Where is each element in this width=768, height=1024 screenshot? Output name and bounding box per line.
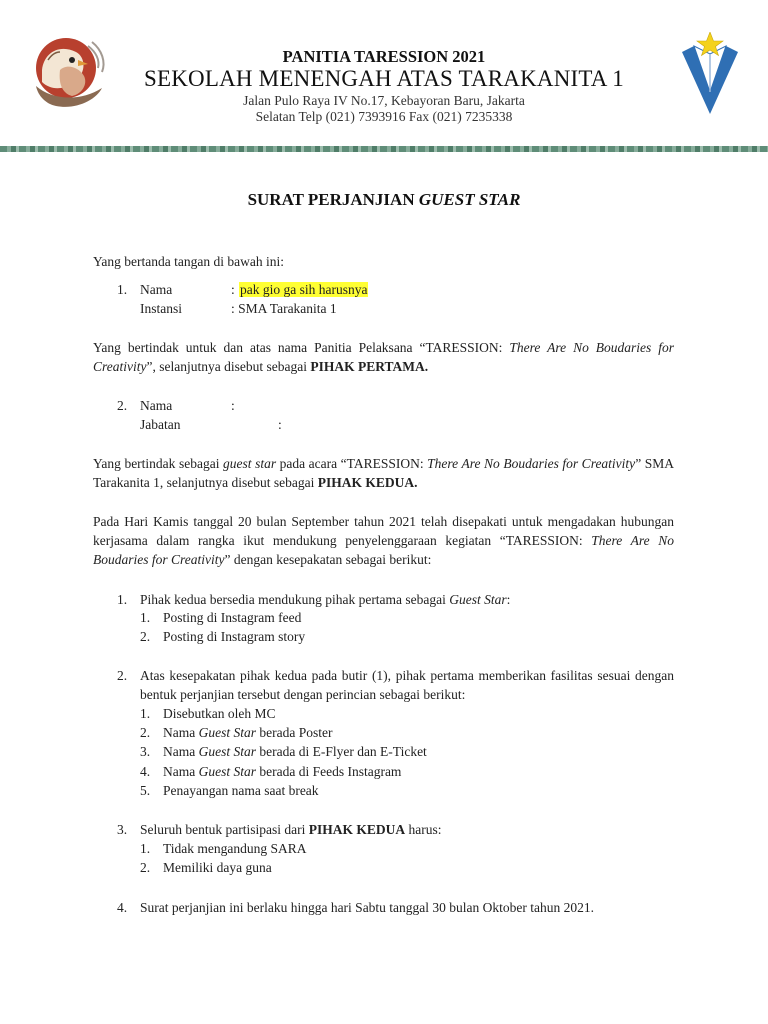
address-line-2: Selatan Telp (021) 7393916 Fax (021) 7235338: [255, 109, 513, 124]
text-run-italic: There Are No Boudaries for Creativity: [93, 340, 675, 374]
clause3-text: [140, 820, 441, 839]
party1-name-label: Nama: [140, 282, 173, 297]
clause2-item-number: 1.: [140, 706, 151, 721]
text-run-italic: Guest Star: [198, 764, 256, 779]
text-run: ” SMA Tarakanita 1, selanjutnya disebut sebagai: [93, 456, 674, 490]
text-run: harus:: [405, 822, 442, 837]
text-run: Disebutkan oleh MC: [163, 706, 276, 721]
text-run-bold: PIHAK PERTAMA.: [310, 359, 429, 374]
text-run: Yang bertindak untuk dan atas nama Panitia Pelaksana “TARESSION:: [93, 340, 510, 355]
text-run: Seluruh bentuk partisipasi dari: [140, 822, 309, 837]
clause2-item: [163, 742, 427, 761]
document-title: [0, 190, 768, 210]
title-italic: GUEST STAR: [418, 190, 521, 209]
clause1-item-number: 2.: [140, 629, 151, 644]
party1-number: 1.: [117, 282, 128, 297]
committee-name: PANITIA TARESSION 2021: [282, 47, 486, 66]
intro-text: Yang bertanda tangan di bawah ini:: [93, 254, 284, 269]
text-run: berada Poster: [255, 725, 333, 740]
party1-name-value: [239, 280, 368, 299]
clause2-item-number: 5.: [140, 783, 151, 798]
text-run-bold: PIHAK KEDUA: [308, 822, 406, 837]
party2-number: 2.: [117, 398, 128, 413]
text-run: pada acara “TARESSION:: [276, 456, 428, 471]
text-run-italic: Guest Star: [198, 725, 256, 740]
party1-institution-label: Instansi: [140, 301, 182, 316]
text-run: Pihak kedua bersedia mendukung pihak pertama sebagai: [140, 592, 450, 607]
clause4-text: Surat perjanjian ini berlaku hingga hari Sabtu tanggal 30 bulan Oktober tahun 2021.: [140, 900, 595, 915]
party1-description: [93, 338, 674, 376]
text-run: Pada Hari Kamis tanggal 20 bulan September tahun 2021 telah disepakati untuk mengadakan hubungan kerjasama dalam rangka ikut mendukung penyelenggaraan kegiatan “TARESSION:: [93, 514, 674, 548]
text-run: Nama: [163, 744, 199, 759]
party2-description: [93, 454, 674, 492]
clause4-number: 4.: [117, 900, 128, 915]
text-run: Nama: [163, 764, 199, 779]
clause2-item: [163, 723, 332, 742]
agreement-paragraph: [93, 512, 674, 569]
clause3-item-number: 1.: [140, 841, 151, 856]
text-run: :: [506, 592, 511, 607]
clause1-item-number: 1.: [140, 610, 151, 625]
title-plain: SURAT PERJANJIAN: [247, 190, 419, 209]
clause1-number: 1.: [117, 592, 128, 607]
text-run-italic: Guest Star: [198, 744, 256, 759]
text-run-italic: Guest Star: [449, 592, 507, 607]
text-run-bold: PIHAK KEDUA.: [317, 475, 418, 490]
school-name: SEKOLAH MENENGAH ATAS TARAKANITA 1: [143, 66, 625, 91]
clause3-number: 3.: [117, 822, 128, 837]
text-run: Nama: [163, 725, 199, 740]
clause2-item: [163, 704, 276, 723]
party2-job-sep: :: [278, 417, 282, 432]
text-run: Penayangan nama saat break: [163, 783, 319, 798]
clause3-item: Tidak mengandung SARA: [163, 841, 307, 856]
header-divider: [0, 146, 768, 152]
text-run-italic: There Are No Boudaries for Creativity: [427, 456, 636, 471]
party2-name-label: Nama: [140, 398, 173, 413]
party1-institution-value: : SMA Tarakanita 1: [231, 301, 337, 316]
clause3-item: Memiliki daya guna: [163, 860, 272, 875]
clause2-item: [163, 762, 401, 781]
clause2-item-number: 3.: [140, 744, 151, 759]
clause1-text: [140, 590, 510, 609]
party2-name-sep: :: [231, 398, 235, 413]
clause2-item-number: 4.: [140, 764, 151, 779]
party2-job-label: Jabatan: [140, 417, 181, 432]
text-run: ”, selanjutnya disebut sebagai: [146, 359, 311, 374]
clause3-item-number: 2.: [140, 860, 151, 875]
text-run: ” dengan kesepakatan sebagai berikut:: [224, 552, 432, 567]
party1-name-highlight: pak gio ga sih harusnya: [240, 282, 368, 297]
address-line-1: Jalan Pulo Raya IV No.17, Kebayoran Baru, Jakarta: [243, 93, 525, 108]
clause2-text: Atas kesepakatan pihak kedua pada butir (1), pihak pertama memberikan fasilitas sesuai dengan bentuk perjanjian tersebut dengan perincian sebagai berikut:: [140, 668, 674, 702]
text-run: Yang bertindak sebagai: [93, 456, 224, 471]
party1-name-sep: :: [231, 282, 235, 297]
clause2-item-number: 2.: [140, 725, 151, 740]
clause1-item: Posting di Instagram story: [163, 629, 306, 644]
clause2-item: [163, 781, 319, 800]
text-run: berada di Feeds Instagram: [255, 764, 402, 779]
text-run-italic: There Are No Boudaries for Creativity: [93, 533, 674, 567]
text-run-italic: guest star: [223, 456, 277, 471]
text-run: berada di E-Flyer dan E-Ticket: [255, 744, 427, 759]
clause2-number: 2.: [117, 668, 128, 683]
clause1-item: Posting di Instagram feed: [163, 610, 302, 625]
